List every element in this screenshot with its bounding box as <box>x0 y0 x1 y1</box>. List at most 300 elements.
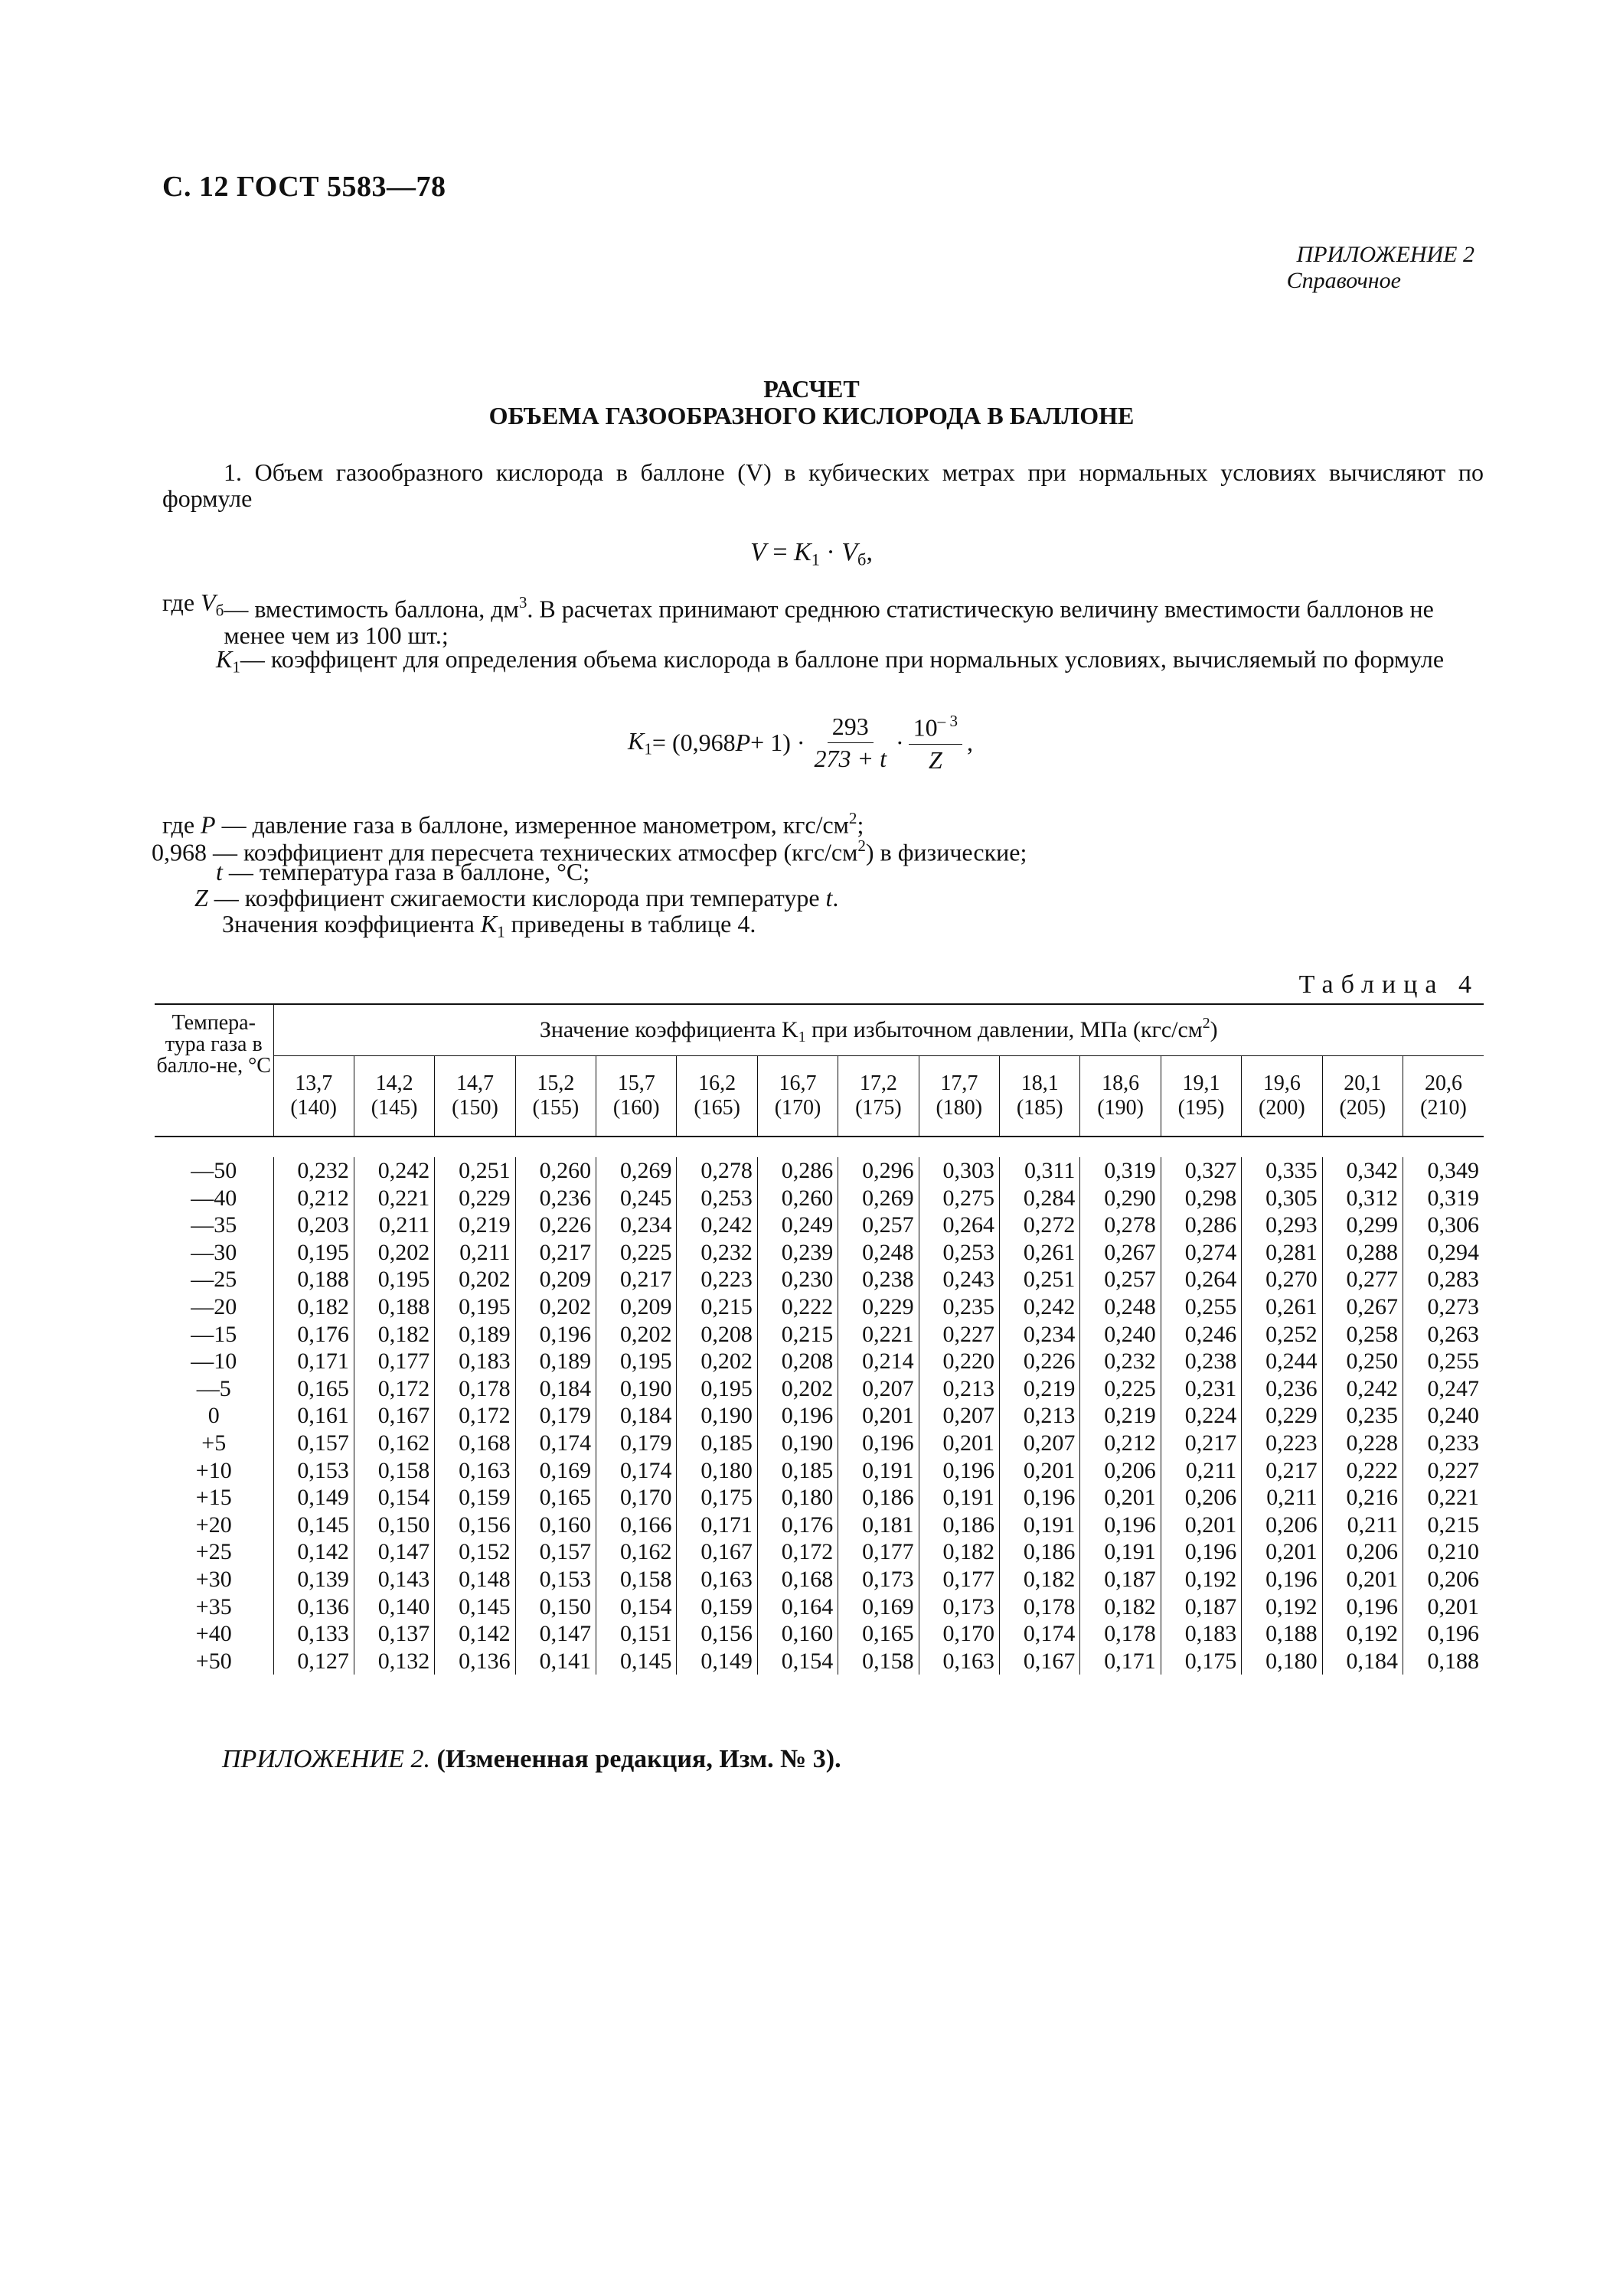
k1-value-cell: 0,278 <box>677 1157 757 1185</box>
pressure-mpa: 15,7 <box>617 1071 655 1095</box>
formula-v-vb-sub: б <box>857 550 867 569</box>
k1-value-cell: 0,222 <box>757 1293 838 1321</box>
k1-value-cell: 0,145 <box>596 1648 677 1675</box>
k1-value-cell: 0,202 <box>677 1348 757 1375</box>
k1-value-cell: 0,221 <box>1403 1484 1484 1512</box>
k1-value-cell: 0,166 <box>596 1512 677 1539</box>
k1-value-cell: 0,191 <box>919 1484 999 1512</box>
k1-value-cell: 0,281 <box>1242 1239 1322 1267</box>
k1-value-cell: 0,195 <box>273 1239 354 1267</box>
k1-value-cell: 0,335 <box>1242 1157 1322 1185</box>
k1-value-cell: 0,227 <box>1403 1457 1484 1485</box>
k1-value-cell: 0,157 <box>515 1538 596 1566</box>
pressure-mpa: 19,1 <box>1182 1071 1220 1095</box>
p-where: где <box>162 810 201 839</box>
k1-value-cell: 0,173 <box>919 1593 999 1621</box>
temperature-cell: —35 <box>191 1212 237 1238</box>
k1-value-cell: 0,261 <box>1000 1239 1080 1267</box>
k1-value-cell: 0,233 <box>1403 1430 1484 1457</box>
pressure-mpa: 14,7 <box>456 1071 494 1095</box>
k1-value-cell: 0,255 <box>1161 1293 1241 1321</box>
table-ref-k: K <box>480 910 498 938</box>
k1-value-cell: 0,342 <box>1322 1157 1403 1185</box>
k1-value-cell: 0,167 <box>677 1538 757 1566</box>
pressure-kgf: (210) <box>1420 1096 1467 1120</box>
footnote-italic: ПРИЛОЖЕНИЕ 2. <box>222 1745 430 1773</box>
temperature-cell: +25 <box>195 1539 232 1565</box>
pressure-kgf: (185) <box>1016 1096 1063 1120</box>
table-row <box>155 1293 1484 1321</box>
coef-text-a: — коэффициент для пересчета технических атмосфер (кгс/см <box>207 838 858 866</box>
coef-value: 0,968 <box>152 838 207 866</box>
table-ref-b: приведены в таблице 4. <box>505 910 756 938</box>
formula-v-lhs: V <box>750 538 766 566</box>
k1-value-cell: 0,170 <box>919 1620 999 1648</box>
pressure-kgf: (160) <box>612 1096 660 1120</box>
k1-value-cell: 0,141 <box>515 1648 596 1675</box>
k1-value-cell: 0,201 <box>1161 1512 1241 1539</box>
k1-value-cell: 0,216 <box>1322 1484 1403 1512</box>
k1-value-cell: 0,192 <box>1242 1593 1322 1621</box>
fraction-1-numerator: 293 <box>828 713 874 743</box>
k1-value-cell: 0,319 <box>1080 1157 1161 1185</box>
fraction-1-denominator: 273 + t <box>814 745 887 773</box>
k1-value-cell: 0,269 <box>596 1157 677 1185</box>
k1-value-cell: 0,202 <box>757 1375 838 1403</box>
k1-value-cell: 0,253 <box>919 1239 999 1267</box>
k1-value-cell: 0,156 <box>677 1620 757 1648</box>
k1-value-cell: 0,153 <box>515 1566 596 1593</box>
k1-value-cell: 0,189 <box>515 1348 596 1375</box>
pressure-header-cell <box>354 1056 434 1137</box>
k1-value-cell: 0,219 <box>1080 1402 1161 1430</box>
fraction-temperature <box>810 713 891 773</box>
k1-value-cell: 0,172 <box>757 1538 838 1566</box>
k1-sub: 1 <box>232 657 240 677</box>
page-reference: С. 12 ГОСТ 5583—78 <box>162 171 446 203</box>
k1-value-cell: 0,150 <box>515 1593 596 1621</box>
k1-value-cell: 0,209 <box>596 1293 677 1321</box>
k1-value-cell: 0,186 <box>838 1484 919 1512</box>
k1-value-cell: 0,145 <box>435 1593 515 1621</box>
k1-value-cell: 0,267 <box>1080 1239 1161 1267</box>
table-spacer-row <box>155 1137 1484 1157</box>
temperature-cell: +50 <box>195 1648 232 1674</box>
k1-value-cell: 0,213 <box>919 1375 999 1403</box>
k1-value-cell: 0,157 <box>273 1430 354 1457</box>
k1-value-cell: 0,174 <box>596 1457 677 1485</box>
k1-value-cell: 0,226 <box>1000 1348 1080 1375</box>
document-title-line-2: ОБЪЕМА ГАЗООБРАЗНОГО КИСЛОРОДА В БАЛЛОНЕ <box>488 402 1135 429</box>
k1-value-cell: 0,270 <box>1242 1266 1322 1293</box>
k1-value-cell: 0,249 <box>757 1212 838 1239</box>
table-row <box>155 1566 1484 1593</box>
formula-k1-sub: 1 <box>644 739 652 758</box>
temperature-cell: —25 <box>191 1267 237 1293</box>
k1-value-cell: 0,257 <box>1080 1266 1161 1293</box>
k1-value-cell: 0,173 <box>838 1566 919 1593</box>
k1-value-cell: 0,171 <box>273 1348 354 1375</box>
k1-value-cell: 0,182 <box>273 1293 354 1321</box>
k1-value-cell: 0,158 <box>838 1648 919 1675</box>
k1-value-cell: 0,127 <box>273 1648 354 1675</box>
k1-value-cell: 0,264 <box>919 1212 999 1239</box>
k1-value-cell: 0,260 <box>757 1185 838 1212</box>
pressure-kgf: (175) <box>855 1096 902 1120</box>
k1-value-cell: 0,175 <box>1161 1648 1241 1675</box>
k1-value-cell: 0,211 <box>435 1239 515 1267</box>
temperature-cell: —20 <box>191 1293 237 1319</box>
appendix-title: ПРИЛОЖЕНИЕ 2 <box>1296 242 1474 267</box>
k1-value-cell: 0,196 <box>1242 1566 1322 1593</box>
k1-value-cell: 0,203 <box>273 1212 354 1239</box>
k1-value-cell: 0,178 <box>1000 1593 1080 1621</box>
table-row <box>155 1484 1484 1512</box>
k1-value-cell: 0,164 <box>757 1593 838 1621</box>
k1-value-cell: 0,234 <box>596 1212 677 1239</box>
p-sup: 2 <box>848 809 857 827</box>
k1-value-cell: 0,312 <box>1322 1185 1403 1212</box>
where-word: где <box>162 589 195 616</box>
k1-value-cell: 0,174 <box>515 1430 596 1457</box>
k1-value-cell: 0,189 <box>435 1321 515 1349</box>
k1-value-cell: 0,227 <box>919 1321 999 1349</box>
paragraph-1: 1. Объем газообразного кислорода в баллоне (V) в кубических метрах при нормальных условиях вычисляют по формуле <box>162 458 1484 512</box>
k1-value-cell: 0,202 <box>515 1293 596 1321</box>
k1-value-cell: 0,252 <box>1242 1321 1322 1349</box>
definition-vb-label <box>162 589 224 648</box>
k1-value-cell: 0,243 <box>919 1266 999 1293</box>
k1-value-cell: 0,132 <box>354 1648 434 1675</box>
k1-value-cell: 0,151 <box>596 1620 677 1648</box>
k1-value-cell: 0,183 <box>435 1348 515 1375</box>
temperature-cell: +40 <box>195 1621 232 1647</box>
k1-value-cell: 0,196 <box>838 1430 919 1457</box>
pressure-kgf: (195) <box>1177 1096 1225 1120</box>
k1-value-cell: 0,163 <box>677 1566 757 1593</box>
k1-value-cell: 0,234 <box>1000 1321 1080 1349</box>
z-symbol: Z <box>194 884 208 912</box>
p-symbol: P <box>201 810 216 839</box>
k1-value-cell: 0,192 <box>1161 1566 1241 1593</box>
k1-value-cell: 0,190 <box>677 1402 757 1430</box>
pressure-group-header <box>273 1004 1484 1056</box>
group-header-b: при избыточном давлении, МПа (кгс/см <box>805 1016 1203 1042</box>
pressure-header-cell <box>1000 1056 1080 1137</box>
k1-value-cell: 0,255 <box>1403 1348 1484 1375</box>
k1-value-cell: 0,177 <box>838 1538 919 1566</box>
pressure-header-cell <box>1322 1056 1403 1137</box>
k1-value-cell: 0,191 <box>1080 1538 1161 1566</box>
pressure-mpa: 18,1 <box>1020 1071 1059 1095</box>
k1-value-cell: 0,142 <box>435 1620 515 1648</box>
k1-value-cell: 0,283 <box>1403 1266 1484 1293</box>
temperature-header: Темпера-тура газа в балло-не, °С <box>155 1004 273 1137</box>
k1-value-cell: 0,178 <box>435 1375 515 1403</box>
k1-value-cell: 0,242 <box>354 1157 434 1185</box>
k1-value-cell: 0,172 <box>354 1375 434 1403</box>
table-ref-sub: 1 <box>497 922 505 941</box>
k1-value-cell: 0,306 <box>1403 1212 1484 1239</box>
k1-value-cell: 0,219 <box>1000 1375 1080 1403</box>
k1-value-cell: 0,153 <box>273 1457 354 1485</box>
k1-value-cell: 0,217 <box>1242 1457 1322 1485</box>
k1-value-cell: 0,140 <box>354 1593 434 1621</box>
group-header-a: Значение коэффициента K <box>539 1016 798 1042</box>
t-text: — температура газа в баллоне, °С; <box>222 858 590 885</box>
k1-value-cell: 0,179 <box>515 1402 596 1430</box>
k1-value-cell: 0,196 <box>1000 1484 1080 1512</box>
pressure-mpa: 16,2 <box>698 1071 736 1095</box>
table-row <box>155 1620 1484 1648</box>
k1-value-cell: 0,288 <box>1322 1239 1403 1267</box>
fraction-2-base: 10 <box>913 713 938 742</box>
k1-value-cell: 0,201 <box>1000 1457 1080 1485</box>
k1-value-cell: 0,272 <box>1000 1212 1080 1239</box>
group-header-sup: 2 <box>1202 1014 1210 1032</box>
k1-value-cell: 0,154 <box>596 1593 677 1621</box>
k1-value-cell: 0,159 <box>435 1484 515 1512</box>
k1-value-cell: 0,188 <box>354 1293 434 1321</box>
vb-text-a: — вместимость баллона, дм <box>224 595 519 623</box>
table-row <box>155 1402 1484 1430</box>
coef-sup: 2 <box>857 837 866 855</box>
k1-value-cell: 0,299 <box>1322 1212 1403 1239</box>
fraction-compressibility <box>909 712 962 775</box>
k1-value-cell: 0,210 <box>1403 1538 1484 1566</box>
k1-value-cell: 0,158 <box>596 1566 677 1593</box>
k1-value-cell: 0,239 <box>757 1239 838 1267</box>
k1-value-cell: 0,211 <box>1322 1512 1403 1539</box>
k1-value-cell: 0,170 <box>596 1484 677 1512</box>
k1-value-cell: 0,149 <box>677 1648 757 1675</box>
pressure-kgf: (155) <box>532 1096 580 1120</box>
k1-value-cell: 0,208 <box>677 1321 757 1349</box>
definition-k1 <box>162 646 1484 680</box>
pressure-mpa: 18,6 <box>1102 1071 1140 1095</box>
k1-value-cell: 0,226 <box>515 1212 596 1239</box>
k1-value-cell: 0,264 <box>1161 1266 1241 1293</box>
formula-v-dot: · <box>819 538 842 566</box>
formula-v-tail: , <box>866 538 873 566</box>
k1-value-cell: 0,274 <box>1161 1239 1241 1267</box>
k1-value-cell: 0,192 <box>1322 1620 1403 1648</box>
k1-value-cell: 0,212 <box>1080 1430 1161 1457</box>
k1-value-cell: 0,251 <box>1000 1266 1080 1293</box>
k1-value-cell: 0,148 <box>435 1566 515 1593</box>
k1-value-cell: 0,158 <box>354 1457 434 1485</box>
k1-value-cell: 0,248 <box>838 1239 919 1267</box>
k1-value-cell: 0,196 <box>1322 1593 1403 1621</box>
k1-value-cell: 0,273 <box>1403 1293 1484 1321</box>
k1-value-cell: 0,257 <box>838 1212 919 1239</box>
k1-value-cell: 0,136 <box>435 1648 515 1675</box>
k1-value-cell: 0,133 <box>273 1620 354 1648</box>
pressure-header-cell <box>1161 1056 1241 1137</box>
formula-k1-p: P <box>735 729 751 757</box>
k1-value-cell: 0,207 <box>1000 1430 1080 1457</box>
k1-value-cell: 0,171 <box>677 1512 757 1539</box>
k1-value-cell: 0,195 <box>435 1293 515 1321</box>
k1-value-cell: 0,311 <box>1000 1157 1080 1185</box>
temperature-cell: —5 <box>196 1375 231 1401</box>
k1-value-cell: 0,139 <box>273 1566 354 1593</box>
k1-value-cell: 0,215 <box>757 1321 838 1349</box>
table-row <box>155 1348 1484 1375</box>
k1-value-cell: 0,223 <box>1242 1430 1322 1457</box>
k1-value-cell: 0,169 <box>515 1457 596 1485</box>
k1-value-cell: 0,269 <box>838 1185 919 1212</box>
p-text-a: — давление газа в баллоне, измеренное манометром, кгс/см <box>215 810 849 839</box>
formula-v-vb: V <box>841 538 858 566</box>
k1-value-cell: 0,145 <box>273 1512 354 1539</box>
fraction-2-denominator: Z <box>928 745 942 774</box>
k1-value-cell: 0,258 <box>1322 1321 1403 1349</box>
k1-value-cell: 0,349 <box>1403 1157 1484 1185</box>
k1-value-cell: 0,175 <box>677 1484 757 1512</box>
definition-k1-label <box>162 646 240 680</box>
k1-value-cell: 0,196 <box>1403 1620 1484 1648</box>
temperature-cell: +5 <box>201 1430 227 1456</box>
k1-value-cell: 0,232 <box>677 1239 757 1267</box>
k1-value-cell: 0,294 <box>1403 1239 1484 1267</box>
table-row <box>155 1321 1484 1349</box>
vb-symbol: V <box>201 589 216 616</box>
pressure-mpa: 15,2 <box>537 1071 575 1095</box>
k1-value-cell: 0,235 <box>1322 1402 1403 1430</box>
formula-v-k: K <box>794 538 812 566</box>
k1-value-cell: 0,184 <box>515 1375 596 1403</box>
k1-value-cell: 0,296 <box>838 1157 919 1185</box>
vb-sup: 3 <box>518 593 527 612</box>
k1-value-cell: 0,206 <box>1322 1538 1403 1566</box>
k1-value-cell: 0,202 <box>596 1321 677 1349</box>
k1-value-cell: 0,222 <box>1322 1457 1403 1485</box>
k1-value-cell: 0,165 <box>273 1375 354 1403</box>
k1-value-cell: 0,190 <box>596 1375 677 1403</box>
k1-value-cell: 0,235 <box>919 1293 999 1321</box>
k1-value-cell: 0,182 <box>919 1538 999 1566</box>
appendix-type: Справочное <box>1286 268 1401 293</box>
pressure-header-cell <box>435 1056 515 1137</box>
k1-value-cell: 0,174 <box>1000 1620 1080 1648</box>
k1-value-cell: 0,195 <box>596 1348 677 1375</box>
formula-v-k-sub: 1 <box>811 550 820 569</box>
k1-value-cell: 0,211 <box>354 1212 434 1239</box>
k1-value-cell: 0,180 <box>757 1484 838 1512</box>
table-caption: Таблица 4 <box>1298 970 1479 999</box>
table-row <box>155 1512 1484 1539</box>
k1-value-cell: 0,260 <box>515 1157 596 1185</box>
k1-value-cell: 0,207 <box>919 1402 999 1430</box>
pressure-mpa: 20,1 <box>1344 1071 1382 1095</box>
k1-value-cell: 0,159 <box>677 1593 757 1621</box>
k1-value-cell: 0,229 <box>1242 1402 1322 1430</box>
group-header-sub: 1 <box>798 1028 806 1045</box>
pressure-kgf: (200) <box>1259 1096 1305 1120</box>
k1-value-cell: 0,206 <box>1242 1512 1322 1539</box>
k1-value-cell: 0,136 <box>273 1593 354 1621</box>
k1-value-cell: 0,176 <box>273 1321 354 1349</box>
pressure-mpa: 20,6 <box>1424 1071 1462 1095</box>
coef-text-b: ) в физические; <box>865 838 1027 866</box>
vb-text-b: . В расчетах принимают среднюю статистическую величину вместимости баллонов не менее чем из 100 шт.; <box>224 595 1434 649</box>
k1-value-cell: 0,183 <box>1161 1620 1241 1648</box>
table-row <box>155 1457 1484 1485</box>
k1-value-cell: 0,143 <box>354 1566 434 1593</box>
pressure-header-cell <box>515 1056 596 1137</box>
k1-value-cell: 0,217 <box>1161 1430 1241 1457</box>
k1-value-cell: 0,156 <box>435 1512 515 1539</box>
table-body <box>155 1137 1484 1675</box>
k1-value-cell: 0,240 <box>1403 1402 1484 1430</box>
k1-value-cell: 0,163 <box>435 1457 515 1485</box>
formula-k1-dot: · <box>896 729 904 757</box>
definition-t <box>216 859 589 885</box>
k1-value-cell: 0,236 <box>1242 1375 1322 1403</box>
k1-value-cell: 0,206 <box>1080 1457 1161 1485</box>
k1-value-cell: 0,267 <box>1322 1293 1403 1321</box>
k1-value-cell: 0,162 <box>354 1430 434 1457</box>
k1-value-cell: 0,196 <box>515 1321 596 1349</box>
vb-sub: б <box>215 601 224 620</box>
table-row <box>155 1593 1484 1621</box>
k1-value-cell: 0,165 <box>515 1484 596 1512</box>
k1-value-cell: 0,284 <box>1000 1185 1080 1212</box>
pressure-mpa: 14,2 <box>375 1071 413 1095</box>
k1-value-cell: 0,187 <box>1080 1566 1161 1593</box>
temperature-cell: —15 <box>191 1321 237 1347</box>
pressure-mpa: 17,2 <box>859 1071 897 1095</box>
k1-value-cell: 0,242 <box>677 1212 757 1239</box>
k1-value-cell: 0,211 <box>1161 1457 1241 1485</box>
temperature-cell: —10 <box>191 1349 237 1375</box>
k1-value-cell: 0,305 <box>1242 1185 1322 1212</box>
k1-value-cell: 0,191 <box>838 1457 919 1485</box>
k1-value-cell: 0,250 <box>1322 1348 1403 1375</box>
pressure-kgf: (180) <box>936 1096 983 1120</box>
fraction-2-exponent: – 3 <box>937 712 958 730</box>
k1-value-cell: 0,195 <box>354 1266 434 1293</box>
k1-value-cell: 0,201 <box>919 1430 999 1457</box>
k1-value-cell: 0,180 <box>677 1457 757 1485</box>
temperature-cell: 0 <box>207 1403 220 1429</box>
k1-value-cell: 0,290 <box>1080 1185 1161 1212</box>
pressure-kgf: (205) <box>1339 1096 1386 1120</box>
k1-value-cell: 0,247 <box>1403 1375 1484 1403</box>
table-row <box>155 1375 1484 1403</box>
pressure-header-cell <box>1403 1056 1484 1137</box>
t-symbol: t <box>216 858 223 885</box>
k1-value-cell: 0,220 <box>919 1348 999 1375</box>
k1-value-cell: 0,228 <box>1322 1430 1403 1457</box>
k1-value-cell: 0,167 <box>1000 1648 1080 1675</box>
footnote <box>222 1745 841 1774</box>
temperature-cell: +30 <box>195 1566 232 1592</box>
table-row <box>155 1538 1484 1566</box>
k1-value-cell: 0,242 <box>1322 1375 1403 1403</box>
k1-value-cell: 0,137 <box>354 1620 434 1648</box>
k1-value-cell: 0,163 <box>919 1648 999 1675</box>
k1-value-cell: 0,246 <box>1161 1321 1241 1349</box>
k1-value-cell: 0,162 <box>596 1538 677 1566</box>
k1-value-cell: 0,217 <box>515 1239 596 1267</box>
definition-z <box>194 885 838 911</box>
k1-value-cell: 0,231 <box>1161 1375 1241 1403</box>
k1-value-cell: 0,160 <box>515 1512 596 1539</box>
k1-value-cell: 0,191 <box>1000 1512 1080 1539</box>
k1-value-cell: 0,150 <box>354 1512 434 1539</box>
